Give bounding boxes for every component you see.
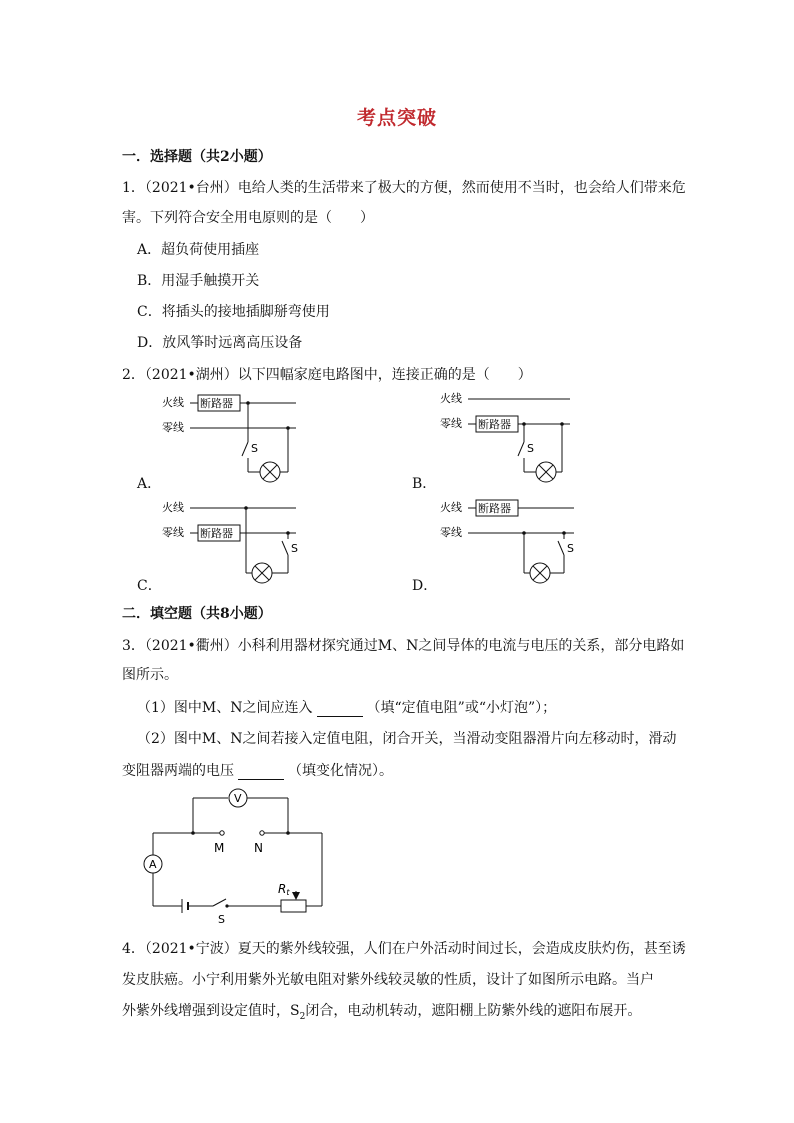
live-wire-label: 火线: [440, 392, 462, 405]
q4-line3-prefix: 外紫外线增强到设定值时，S: [122, 1003, 300, 1019]
neutral-wire-label: 零线: [440, 526, 462, 539]
switch-s-label: S: [218, 913, 225, 925]
q3-circuit-diagram: [138, 785, 328, 925]
q3-part2-line2: [122, 760, 393, 780]
voltmeter-label: V: [234, 792, 242, 805]
neutral-wire-label: 零线: [162, 421, 184, 434]
q2-option-c-label: C．: [137, 578, 162, 594]
q3-stem-line1: 3．（2021•衢州）小科利用器材探究通过M、N之间导体的电流与电压的关系，部分电路如: [122, 638, 685, 654]
switch-label: S: [567, 542, 574, 555]
ammeter-label: A: [149, 858, 157, 871]
q3-part1-suffix: （填“定值电阻”或“小灯泡”）；: [366, 700, 557, 716]
q3-part2-line1: （2）图中M、N之间若接入定值电阻，闭合开关，当滑动变阻器滑片向左移动时，滑动: [137, 731, 677, 747]
q3-part2-suffix: （填变化情况）。: [288, 763, 393, 779]
q1-stem-line1: 1．（2021•台州）电给人类的生活带来了极大的方便，然而使用不当时，也会给人们带来危: [122, 180, 686, 196]
neutral-wire-label: 零线: [162, 526, 184, 539]
q1-option-b: B．用湿手触摸开关: [137, 273, 260, 289]
rheostat-icon: [281, 900, 306, 912]
q4-stem-line3: [122, 1000, 641, 1022]
answer-blank-1[interactable]: [317, 702, 363, 717]
q1-option-d: D．放风筝时远离高压设备: [137, 335, 303, 351]
q3-part1-prefix: （1）图中M、N之间应连入: [137, 700, 313, 716]
q3-part1: [137, 697, 556, 717]
live-wire-label: 火线: [440, 501, 462, 514]
live-wire-label: 火线: [162, 501, 184, 514]
switch-label: S: [291, 542, 298, 555]
q1-stem-line2: 害。下列符合安全用电原则的是（ ）: [122, 210, 374, 226]
switch-label: S: [527, 442, 534, 455]
circuit-diagram-b: [438, 390, 588, 485]
live-wire-label: 火线: [162, 396, 184, 409]
q2-option-b-label: B．: [412, 476, 437, 492]
q4-stem-line2: 发皮肤癌。小宁利用紫外光敏电阻对紫外线较灵敏的性质，设计了如图所示电路。当户: [122, 972, 654, 988]
rheostat-label: Rt: [278, 882, 290, 897]
circuit-diagram-d: [438, 495, 588, 590]
breaker-label: 断路器: [200, 397, 233, 410]
node-m-label: M: [214, 841, 225, 855]
switch-label: S: [251, 442, 258, 455]
circuit-diagram-a: [160, 390, 310, 485]
q3-part2-prefix: 变阻器两端的电压: [122, 763, 234, 779]
q2-option-a-label: A．: [137, 476, 162, 492]
q3-stem-line2: 图所示。: [122, 667, 178, 683]
page-title: 考点突破: [356, 107, 437, 129]
breaker-label: 断路器: [478, 418, 511, 431]
section-heading-choice: 一．选择题（共2小题）: [122, 149, 272, 165]
q4-line3-subscript: 2: [299, 1011, 306, 1022]
q1-option-a: A．超负荷使用插座: [137, 242, 260, 258]
q4-line3-suffix: 闭合，电动机转动，遮阳棚上防紫外线的遮阳布展开。: [305, 1003, 642, 1019]
neutral-wire-label: 零线: [440, 417, 462, 430]
breaker-label: 断路器: [478, 502, 511, 515]
q1-option-c: C．将插头的接地插脚掰弯使用: [137, 304, 330, 320]
section-heading-fill: 二．填空题（共8小题）: [122, 606, 272, 622]
breaker-label: 断路器: [200, 527, 233, 540]
q4-stem-line1: 4．（2021•宁波）夏天的紫外线较强，人们在户外活动时间过长，会造成皮肤灼伤，甚至诱: [122, 941, 686, 957]
answer-blank-2[interactable]: [238, 765, 284, 780]
q2-stem: 2．（2021•湖州）以下四幅家庭电路图中，连接正确的是（ ）: [122, 367, 532, 383]
node-n-label: N: [254, 841, 263, 855]
switch-icon: [213, 899, 226, 906]
q2-option-d-label: D．: [412, 578, 438, 594]
circuit-diagram-c: [160, 495, 310, 590]
